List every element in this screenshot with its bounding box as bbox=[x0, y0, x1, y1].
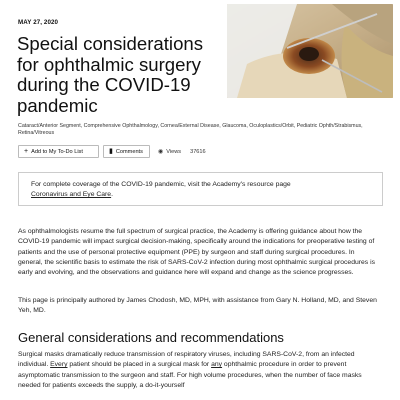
masks-text-b: patient should be placed in a surgical mask for bbox=[67, 361, 212, 369]
comment-icon: ▮ bbox=[109, 148, 113, 155]
views-count: 37616 bbox=[190, 148, 206, 155]
callout-period: . bbox=[111, 191, 113, 198]
page-title: Special considerations for ophthalmic surgery during the COVID-19 pandemic bbox=[17, 33, 204, 116]
masks-text-c: ophthalmic procedure in order to prevent asymptomatic transmission to the surgeon and staff. For high volume procedures, when the number of face masks needed for patients exceeds the supply, a do-it-yourself bbox=[18, 361, 362, 389]
category-tags: Cataract/Anterior Segment, Comprehensive Ophthalmology, Cornea/External Disease, Glaucoma, Oculoplastics/Orbit, Pediatric Ophth/Strabismus, Retina/Vitreous bbox=[18, 123, 363, 136]
comments-button[interactable] bbox=[103, 145, 150, 158]
article-date: MAY 27, 2020 bbox=[18, 19, 59, 26]
coronavirus-resource-link[interactable]: Coronavirus and Eye Care bbox=[31, 191, 112, 198]
callout-text: For complete coverage of the COVID-19 pandemic, visit the Academy's resource page bbox=[31, 181, 291, 188]
masks-text-a: Surgical masks dramatically reduce transmission of respiratory viruses, including SARS-CoV-2, from an infected individual. bbox=[18, 351, 355, 369]
comments-label: Comments bbox=[115, 148, 143, 155]
views-counter bbox=[158, 148, 206, 155]
covid-callout bbox=[18, 172, 383, 206]
eye-icon: ◉ bbox=[158, 149, 164, 155]
hero-image bbox=[227, 4, 393, 98]
masks-paragraph bbox=[18, 350, 380, 391]
intro-paragraph: As ophthalmologists resume the full spectrum of surgical practice, the Academy is offering guidance about how the COVID-19 pandemic will impact surgical decision-making, specifically around the indications for preoperative testing of patients and the use of personal protective equipment (PPE) by surgeon and staff during surgical procedures. In general, the scientific basis to estimate the risk of SARS-CoV-2 infection during most ophthalmic surgical procedures is early and evolving, and the observations and guidance here will expand and change as the science progresses. bbox=[18, 228, 376, 277]
plus-icon: + bbox=[24, 148, 29, 155]
views-label: Views bbox=[166, 148, 182, 155]
emphasis-any: any bbox=[211, 361, 223, 369]
add-to-todo-label: Add to My To-Do List bbox=[31, 148, 83, 155]
add-to-todo-button[interactable] bbox=[18, 145, 99, 158]
section-heading: General considerations and recommendations bbox=[18, 330, 284, 345]
authors-paragraph: This page is principally authored by James Chodosh, MD, MPH, with assistance from Gary N. Holland, MD, and Steven Yeh, MD. bbox=[18, 297, 377, 315]
emphasis-every: Every bbox=[50, 361, 68, 369]
surgery-photo bbox=[227, 4, 393, 98]
